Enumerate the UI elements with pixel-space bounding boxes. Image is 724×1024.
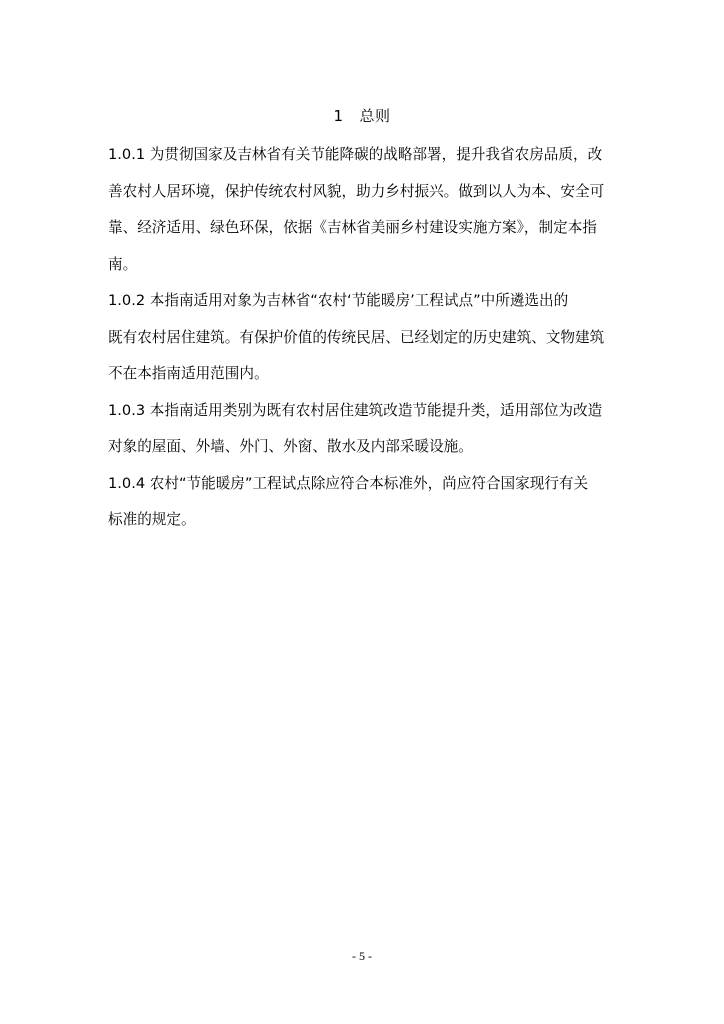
text-line: 标准的规定。 [108, 511, 196, 528]
text-line: 1.0.2 本指南适用对象为吉林省“农村‘节能暖房’工程试点”中所遴选出的 [108, 292, 569, 309]
text-line: 1.0.4 农村“节能暖房”工程试点除应符合本标准外，尚应符合国家现行有关 [108, 474, 589, 492]
chapter-heading [0, 106, 724, 126]
body-text [108, 143, 608, 545]
text-line: 南。 [108, 255, 138, 273]
chapter-number: 1 [333, 107, 344, 125]
text-line: 既有农村居住建筑。有保护价值的传统民居、已经划定的历史建筑、文物建筑 [108, 328, 605, 346]
text-line: 1.0.3 本指南适用类别为既有农村居住建筑改造节能提升类，适用部位为改造 [108, 401, 603, 419]
text-line: 靠、经济适用、绿色环保，依据《吉林省美丽乡村建设实施方案》，制定本指 [108, 219, 597, 236]
text-line: 1.0.1 为贯彻国家及吉林省有关节能降碳的战略部署，提升我省农房品质，改 [108, 146, 603, 163]
text-line: 善农村人居环境，保护传统农村风貌，助力乡村振兴。做到以人为本、安全可 [108, 182, 605, 200]
text-line: 对象的屋面、外墙、外门、外窗、散水及内部采暖设施。 [108, 438, 473, 455]
page-number: - 5 - [352, 949, 372, 963]
text-line: 不在本指南适用范围内。 [108, 365, 269, 382]
chapter-title: 总则 [359, 107, 391, 125]
